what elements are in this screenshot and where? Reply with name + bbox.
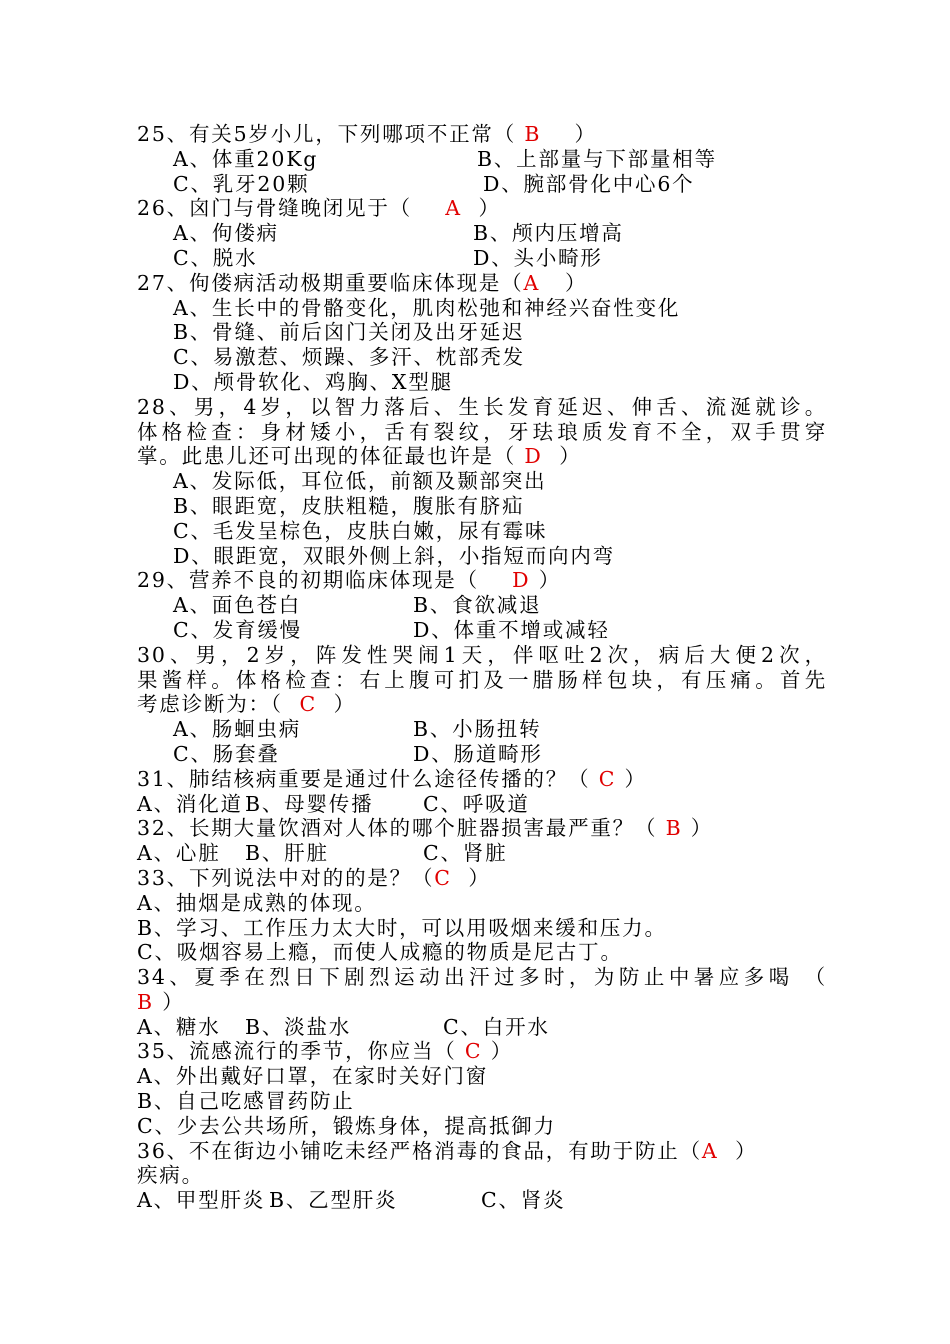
answer-mark: D <box>524 444 543 469</box>
option-d: D、颅骨软化、鸡胸、X型腿 <box>173 369 453 394</box>
option-c: C、肾炎 <box>481 1188 566 1213</box>
option-row <box>137 1188 827 1213</box>
question-30-line-2: 果酱样。体格检查：右上腹可扪及一腊肠样包块，有压痛。首先 <box>137 667 827 692</box>
bracket-close: ） <box>530 568 562 593</box>
option-c: C、发育缓慢 <box>173 617 302 642</box>
option-a: A、心脏 <box>137 841 221 866</box>
answer-mark: B <box>137 989 154 1014</box>
option-a: A、外出戴好口罩，在家时关好门窗 <box>137 1064 489 1089</box>
option-c: C、吸烟容易上瘾，而使人成瘾的物质是尼古丁。 <box>137 940 623 965</box>
bracket-close: ） <box>540 270 588 295</box>
bracket-close: ） <box>682 816 714 841</box>
question-list <box>137 122 827 1213</box>
option-c: C、肾脏 <box>423 841 508 866</box>
question-stem: 36、不在街边小铺吃未经严格消毒的食品，有助于防止（ <box>137 1138 702 1163</box>
option-b: B、骨缝、前后囟门关闭及出牙延迟 <box>173 320 525 345</box>
bracket-close: ） <box>451 865 491 890</box>
question-stem: 31、肺结核病重要是通过什么途径传播的？（ <box>137 766 599 791</box>
option-row <box>137 717 827 742</box>
option-d: D、肠道畸形 <box>413 741 543 766</box>
question-36-line-1 <box>137 1139 827 1164</box>
option-c: C、白开水 <box>443 1014 550 1039</box>
option-b: B、食欲减退 <box>413 593 542 618</box>
option-row <box>137 1015 827 1040</box>
answer-mark: B <box>524 122 542 146</box>
option-c: C、乳牙20颗 <box>173 171 310 196</box>
bracket-close: ） <box>482 1039 514 1064</box>
option-row <box>137 742 827 767</box>
answer-mark: C <box>598 766 617 791</box>
answer-mark: D <box>512 568 531 593</box>
option-row <box>137 593 827 618</box>
option-b: B、肝脏 <box>245 841 329 866</box>
option-c: C、易激惹、烦躁、多汗、枕部秃发 <box>173 345 525 370</box>
question-29 <box>137 568 827 593</box>
option-a: A、糖水 <box>137 1014 221 1039</box>
option-row <box>137 792 827 817</box>
option-c: C、少去公共场所，锻炼身体，提高抵御力 <box>137 1113 556 1138</box>
question-stem: 掌。此患儿还可出现的体征最也许是（ <box>137 444 525 469</box>
option-b: B、上部量与下部量相等 <box>477 146 717 171</box>
option-b: B、自己吃感冒药防止 <box>137 1089 355 1114</box>
question-30-line-1: 30、男，2岁，阵发性哭闹1天，伴呕吐2次，病后大便2次， <box>137 642 827 667</box>
option-row <box>137 618 827 643</box>
answer-mark: C <box>434 865 452 890</box>
question-33 <box>137 866 827 891</box>
option-d: D、眼距宽，双眼外侧上斜，小指短而向内弯 <box>173 543 615 568</box>
option-row <box>137 246 827 271</box>
option-a: A、肠蛔虫病 <box>173 717 302 742</box>
option-row <box>137 172 827 197</box>
bracket-close: ） <box>316 692 356 717</box>
option-b: B、小肠扭转 <box>413 717 542 742</box>
bracket-close: ） <box>153 989 185 1014</box>
option-b: B、颅内压增高 <box>473 221 624 246</box>
answer-mark: A <box>701 1138 719 1163</box>
answer-mark: C <box>464 1039 483 1064</box>
answer-mark: A <box>523 270 541 295</box>
answer-mark: B <box>665 816 683 841</box>
bracket-close: ） <box>542 444 582 469</box>
bracket-close: ） <box>718 1138 758 1163</box>
option-a: A、消化道 <box>137 791 243 816</box>
option-a: A、发际低，耳位低，前额及颞部突出 <box>173 469 547 494</box>
bracket-close: ） <box>616 766 647 791</box>
option-c: C、脱水 <box>173 245 258 270</box>
option-d: D、头小畸形 <box>473 245 603 270</box>
question-28-line-1: 28、男，4岁，以智力落后、生长发育延迟、伸舌、流涎就诊。 <box>137 394 827 419</box>
question-stem: 35、流感流行的季节，你应当（ <box>137 1039 465 1064</box>
question-28-line-3 <box>137 444 827 469</box>
option-c: C、呼吸道 <box>423 791 530 816</box>
option-a: A、生长中的骨骼变化，肌肉松弛和神经兴奋性变化 <box>173 295 681 320</box>
question-stem: 考虑诊断为：（ <box>137 692 300 717</box>
option-b: B、母婴传播 <box>245 791 374 816</box>
question-34-line-1: 34、夏季在烈日下剧烈运动出汗过多时，为防止中暑应多喝 （ <box>137 965 827 990</box>
option-row <box>137 841 827 866</box>
option-d: D、体重不增或减轻 <box>413 617 610 642</box>
option-a: A、甲型肝炎 <box>137 1188 266 1213</box>
question-36-line-2: 疾病。 <box>137 1163 204 1188</box>
option-a: A、体重20Kg <box>173 146 319 171</box>
option-row <box>137 221 827 246</box>
question-31 <box>137 767 827 792</box>
option-row <box>137 147 827 172</box>
option-a: A、面色苍白 <box>173 593 302 618</box>
option-c: C、毛发呈棕色，皮肤白嫩，尿有霉味 <box>173 518 548 543</box>
question-27 <box>137 271 827 296</box>
question-30-line-3 <box>137 692 827 717</box>
option-b: B、学习、工作压力太大时，可以用吸烟来缓和压力。 <box>137 915 667 940</box>
question-35 <box>137 1039 827 1064</box>
option-a: A、抽烟是成熟的体现。 <box>137 890 377 915</box>
question-26 <box>137 196 827 221</box>
option-b: B、淡盐水 <box>245 1014 352 1039</box>
answer-mark: A <box>445 196 462 221</box>
question-34-line-2 <box>137 990 827 1015</box>
option-a: A、佝偻病 <box>173 221 279 246</box>
bracket-close: ） <box>461 196 501 221</box>
option-d: D、腕部骨化中心6个 <box>483 171 695 196</box>
question-stem: 29、营养不良的初期临床体现是（ <box>137 568 513 593</box>
question-stem: 33、下列说法中对的的是？（ <box>137 865 435 890</box>
question-stem: 26、囟门与骨缝晚闭见于（ <box>137 196 446 221</box>
option-b: B、乙型肝炎 <box>269 1188 398 1213</box>
question-stem: 27、佝偻病活动极期重要临床体现是（ <box>137 270 524 295</box>
option-c: C、肠套叠 <box>173 741 280 766</box>
question-stem: 25、有关5岁小儿，下列哪项不正常（ <box>137 122 525 146</box>
question-28-line-2: 体格检查：身材矮小，舌有裂纹，牙珐琅质发育不全，双手贯穿 <box>137 419 827 444</box>
question-25 <box>137 122 827 147</box>
question-stem: 32、长期大量饮酒对人体的哪个脏器损害最严重？（ <box>137 816 666 841</box>
question-32 <box>137 816 827 841</box>
answer-mark: C <box>299 692 317 717</box>
option-b: B、眼距宽，皮肤粗糙，腹胀有脐疝 <box>173 493 525 518</box>
bracket-close: ） <box>541 122 597 146</box>
